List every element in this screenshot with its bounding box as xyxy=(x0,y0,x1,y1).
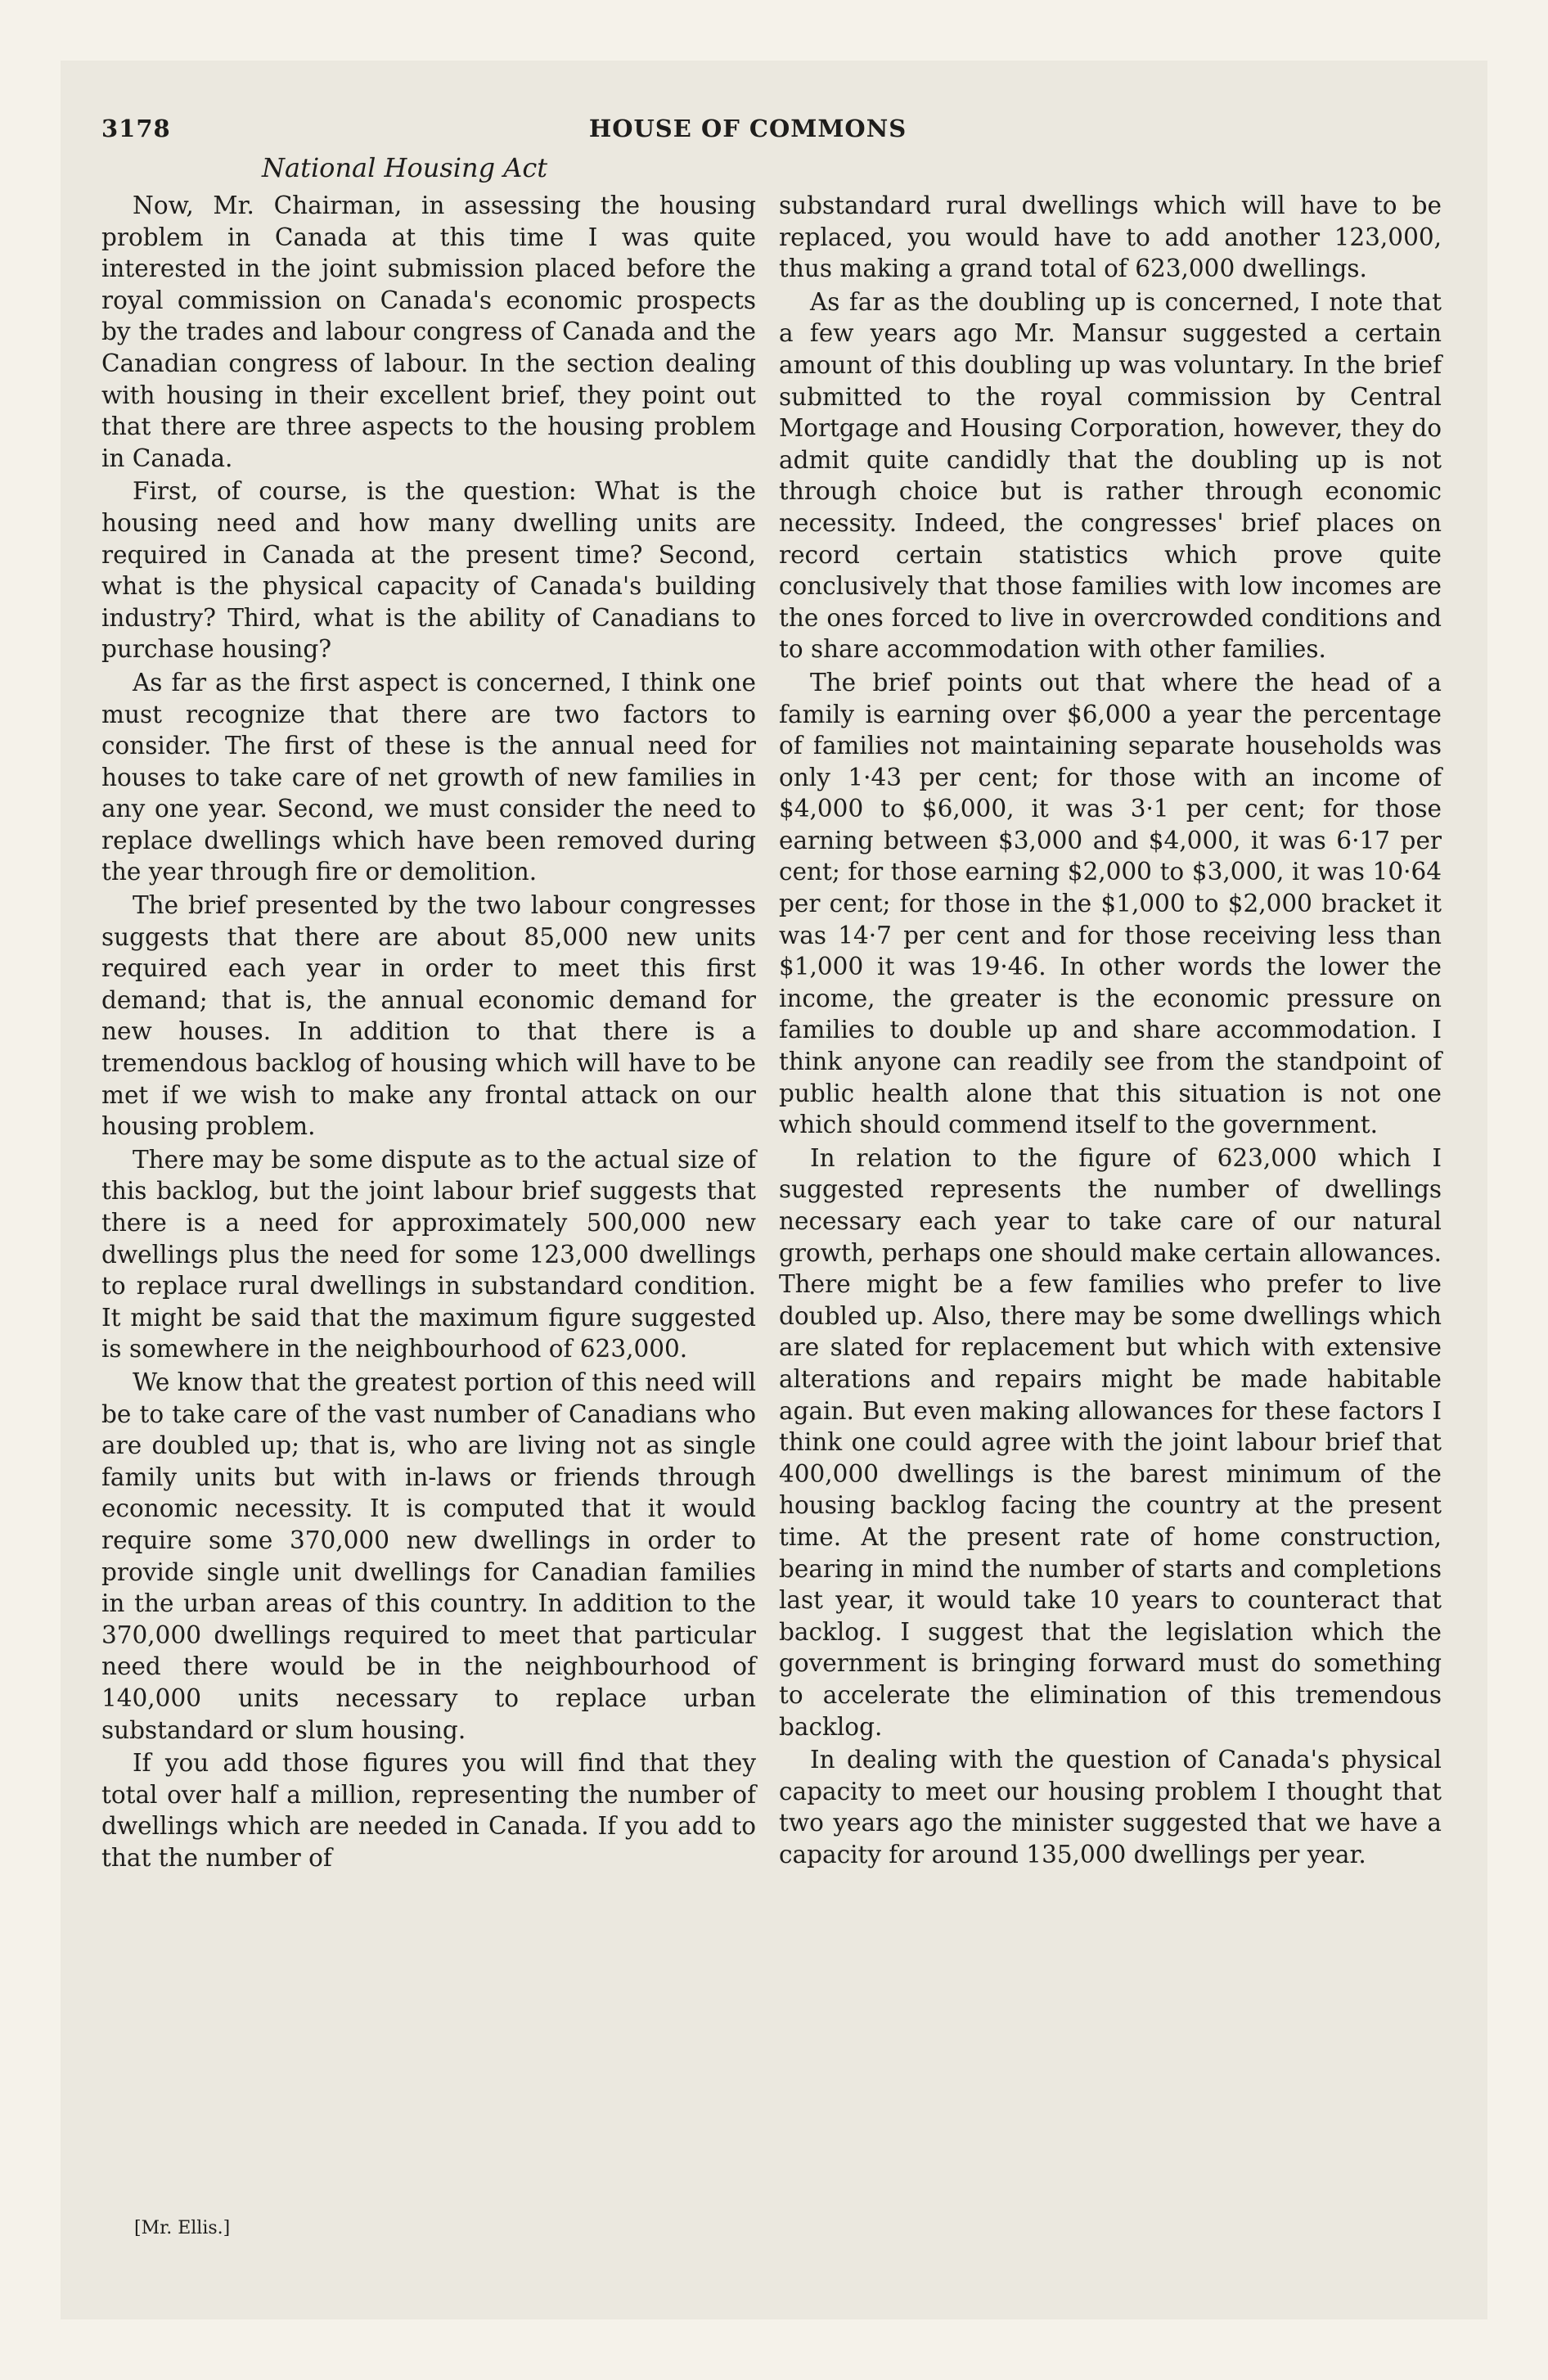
right-column xyxy=(779,190,1442,1872)
paragraph: First, of course, is the question: What is the housing need and how many dwelling units are required in Canada at the present time? Second, what is the physical capacity of Canada's building industry? Third, what is the ability of Canadians to purchase housing? xyxy=(101,477,756,664)
running-title: HOUSE OF COMMONS xyxy=(588,115,907,142)
page-sheet xyxy=(61,61,1487,2319)
section-title: National Housing Act xyxy=(262,152,548,183)
paragraph: The brief presented by the two labour congresses suggests that there are about 85,000 new units required each year in order to meet this first demand; that is, the annual economic demand for new houses. In addition to that there is a tremendous backlog of housing which will have to be met if we wish to make any frontal attack on our housing problem. xyxy=(101,891,756,1141)
paragraph: In relation to the figure of 623,000 which I suggested represents the number of dwellings necessary each year to take care of our natural growth, perhaps one should make certain allowances. There might be a few families who prefer to live doubled up. Also, there may be some dwellings which are slated for replacement but which with extensive alterations and repairs might be made habitable again. But even making allowances for these factors I think one could agree with the joint labour brief that 400,000 dwellings is the barest minimum of the housing backlog facing the country at the present time. At the present rate of home construction, bearing in mind the number of starts and completions last year, it would take 10 years to counteract that backlog. I suggest that the legislation which the government is bringing forward must do something to accelerate the elimination of this tremendous backlog. xyxy=(779,1143,1442,1741)
paragraph: If you add those figures you will find that they total over half a million, representing the number of dwellings which are needed in Canada. If you add to that the number of xyxy=(101,1749,756,1872)
page-number: 3178 xyxy=(101,115,171,142)
paragraph: As far as the doubling up is concerned, I note that a few years ago Mr. Mansur suggested a certain amount of this doubling up was voluntary. In the brief submitted to the royal commission by Central Mortgage and Housing Corporation, however, they do admit quite candidly that the doubling up is not through choice but is rather through economic necessity. Indeed, the congresses' brief places on record certain statistics which prove quite conclusively that those families with low incomes are the ones forced to live in overcrowded conditions and to share accommodation with other families. xyxy=(779,287,1442,664)
left-column xyxy=(101,190,756,1875)
paragraph: In dealing with the question of Canada's physical capacity to meet our housing problem I thought that two years ago the minister suggested that we have a capacity for around 135,000 dwellings per year. xyxy=(779,1746,1442,1868)
speaker-footnote: [Mr. Ellis.] xyxy=(134,2218,231,2238)
paragraph: The brief points out that where the head of a family is earning over $6,000 a year the percentage of families not maintaining separate households was only 1·43 per cent; for those with an income of $4,000 to $6,000, it was 3·1 per cent; for those earning between $3,000 and $4,000, it was 6·17 per cent; for those earning $2,000 to $3,000, it was 10·64 per cent; for those in the $1,000 to $2,000 bracket it was 14·7 per cent and for those receiving less than $1,000 it was 19·46. In other words the lower the income, the greater is the economic pressure on families to double up and share accommodation. I think anyone can readily see from the standpoint of public health alone that this situation is not one which should commend itself to the government. xyxy=(779,668,1442,1139)
paragraph: We know that the greatest portion of this need will be to take care of the vast number of Canadians who are doubled up; that is, who are living not as single family units but with in-laws or friends through economic necessity. It is computed that it would require some 370,000 new dwellings in order to provide single unit dwellings for Canadian families in the urban areas of this country. In addition to the 370,000 dwellings required to meet that particular need there would be in the neighbourhood of 140,000 units necessary to replace urban substandard or slum housing. xyxy=(101,1368,756,1744)
paragraph: As far as the first aspect is concerned, I think one must recognize that there are two factors to consider. The first of these is the annual need for houses to take care of net growth of new families in any one year. Second, we must consider the need to replace dwellings which have been removed during the year through fire or demolition. xyxy=(101,668,756,886)
paragraph: There may be some dispute as to the actual size of this backlog, but the joint labour brief suggests that there is a need for approximately 500,000 new dwellings plus the need for some 123,000 dwellings to replace rural dwellings in substandard condition. It might be said that the maximum figure suggested is somewhere in the neighbourhood of 623,000. xyxy=(101,1145,756,1364)
paragraph-continuation: substandard rural dwellings which will have to be replaced, you would have to add another 123,000, thus making a grand total of 623,000 dwellings. xyxy=(779,192,1442,283)
paragraph: Now, Mr. Chairman, in assessing the housing problem in Canada at this time I was quite interested in the joint submission placed before the royal commission on Canada's economic prospects by the trades and labour congress of Canada and the Canadian congress of labour. In the section dealing with housing in their excellent brief, they point out that there are three aspects to the housing problem in Canada. xyxy=(101,192,756,472)
page-header xyxy=(101,115,1394,156)
